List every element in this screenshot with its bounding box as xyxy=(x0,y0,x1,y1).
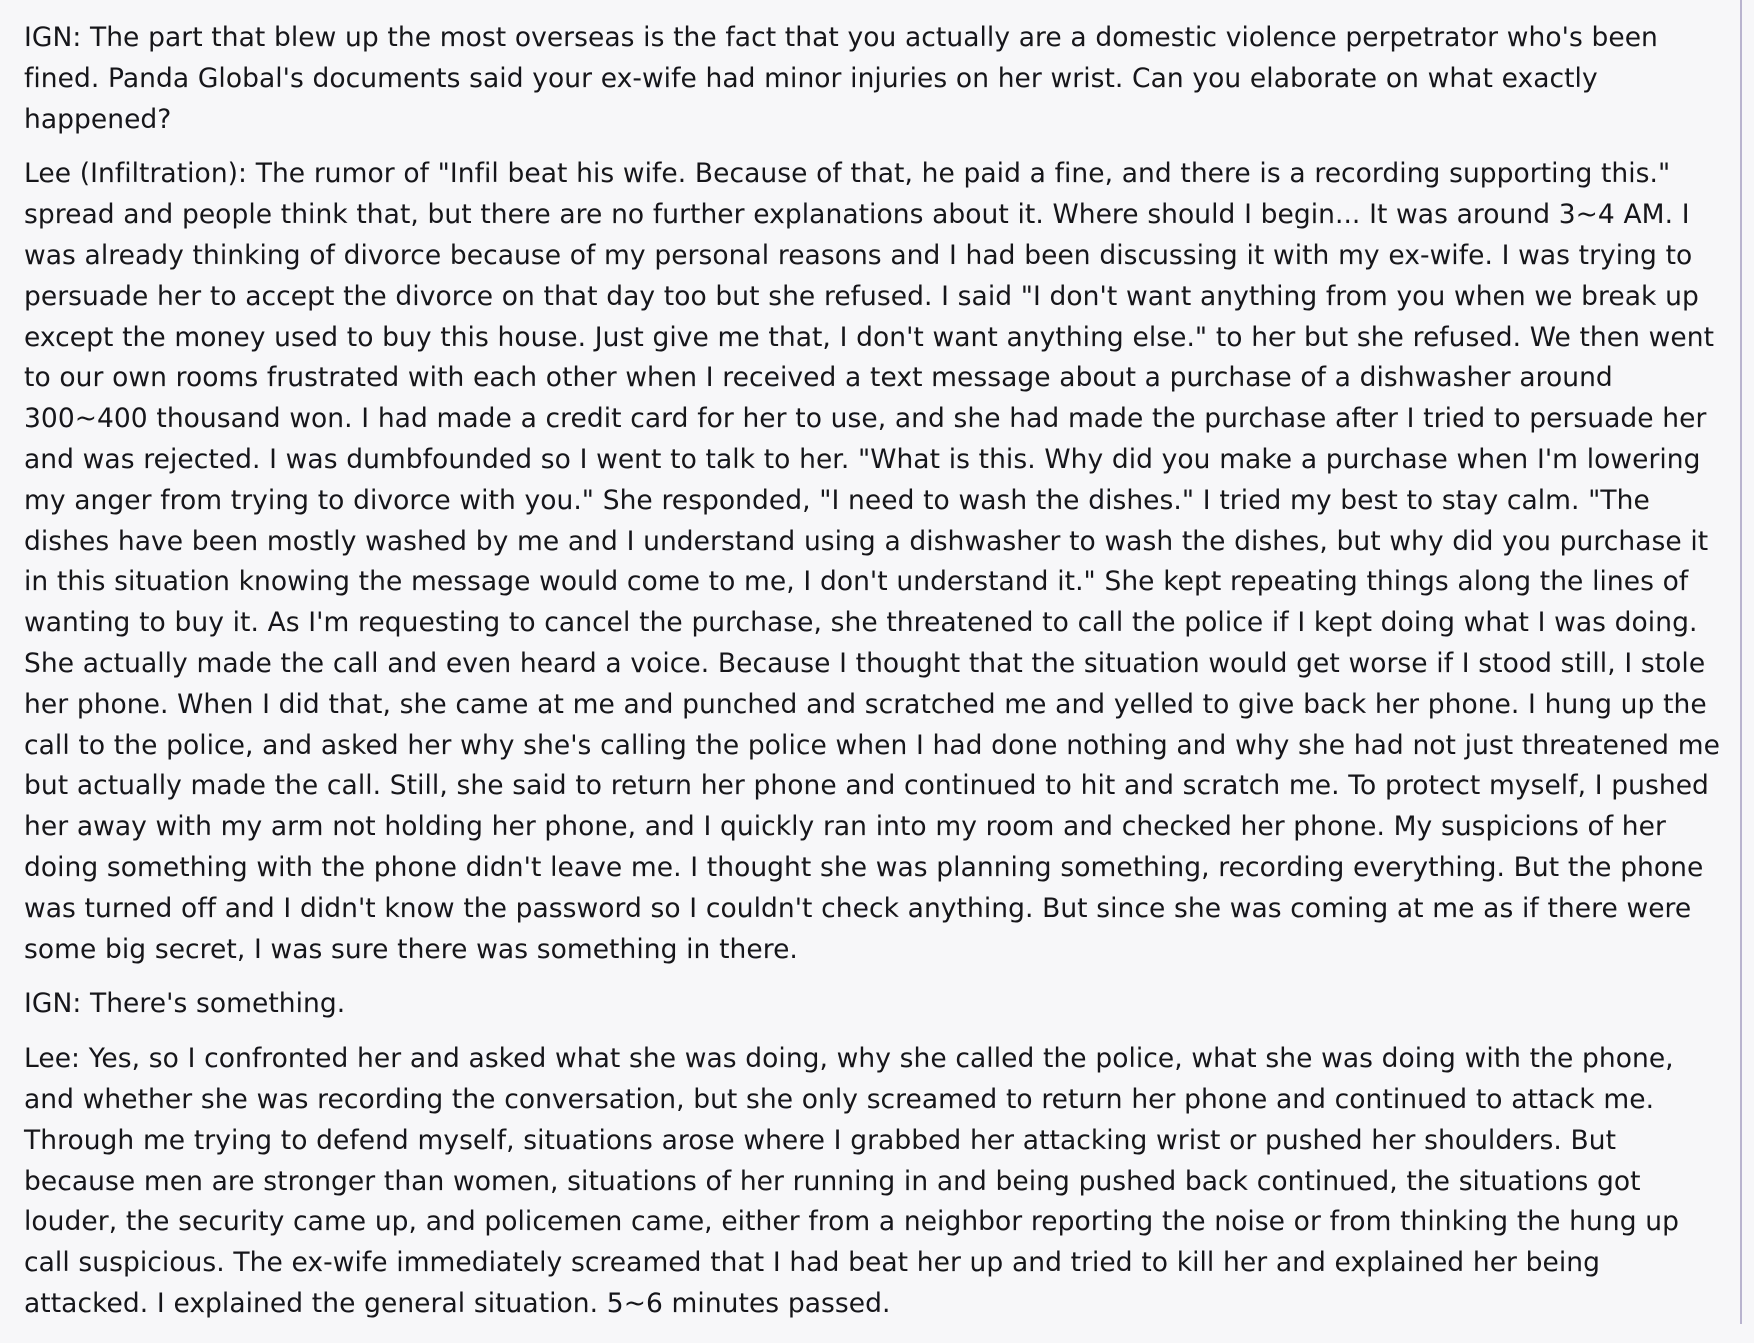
transcript-paragraph-1: IGN: The part that blew up the most overseas is the fact that you actually are a domestic violence perpetrator who's been fined. Panda Global's documents said your ex-wife had minor injuries on her wrist. Can you elaborate on what exactly happened? xyxy=(24,22,1658,135)
interview-transcript xyxy=(24,18,1726,1325)
right-margin-rule xyxy=(1740,0,1742,1324)
transcript-paragraph-2: Lee (Infiltration): The rumor of "Infil beat his wife. Because of that, he paid a fine, and there is a recording supporting this." spread and people think that, but there are no further explanations about it. Where should I begin... It was around 3~4 AM. I was already thinking of divorce because of my personal reasons and I had been discussing it with my ex-wife. I was trying to persuade her to accept the divorce on that day too but she refused. I said "I don't want anything from you when we break up except the money used to buy this house. Just give me that, I don't want anything else." to her but she refused. We then went to our own rooms frustrated with each other when I received a text message about a purchase of a dishwasher around 300~400 thousand won. I had made a credit card for her to use, and she had made the purchase after I tried to persuade her and was rejected. I was dumbfounded so I went to talk to her. "What is this. Why did you make a purchase when I'm lowering my anger from trying to divorce with you." She responded, "I need to wash the dishes." I tried my best to stay calm. "The dishes have been mostly washed by me and I understand using a dishwasher to wash the dishes, but why did you purchase it in this situation knowing the message would come to me, I don't understand it." She kept repeating things along the lines of wanting to buy it. As I'm requesting to cancel the purchase, she threatened to call the police if I kept doing what I was doing. She actually made the call and even heard a voice. Because I thought that the situation would get worse if I stood still, I stole her phone. When I did that, she came at me and punched and scratched me and yelled to give back her phone. I hung up the call to the police, and asked her why she's calling the police when I had done nothing and why she had not just threatened me but actually made the call. Still, she said to return her phone and continued to hit and scratch me. To protect myself, I pushed her away with my arm not holding her phone, and I quickly ran into my room and checked her phone. My suspicions of her doing something with the phone didn't leave me. I thought she was planning something, recording everything. But the phone was turned off and I didn't know the password so I couldn't check anything. But since she was coming at me as if there were some big secret, I was sure there was something in there. xyxy=(24,158,1720,965)
transcript-paragraph-4: Lee: Yes, so I confronted her and asked what she was doing, why she called the police, what she was doing with the phone, and whether she was recording the conversation, but she only screamed to return her phone and continued to attack me. Through me trying to defend myself, situations arose where I grabbed her attacking wrist or pushed her shoulders. But because men are stronger than women, situations of her running in and being pushed back continued, the situations got louder, the security came up, and policemen came, either from a neighbor reporting the noise or from thinking the hung up call suspicious. The ex-wife immediately screamed that I had beat her up and tried to kill her and explained her being attacked. I explained the general situation. 5~6 minutes passed. xyxy=(24,1043,1679,1319)
transcript-paragraph-3: IGN: There's something. xyxy=(24,988,346,1020)
